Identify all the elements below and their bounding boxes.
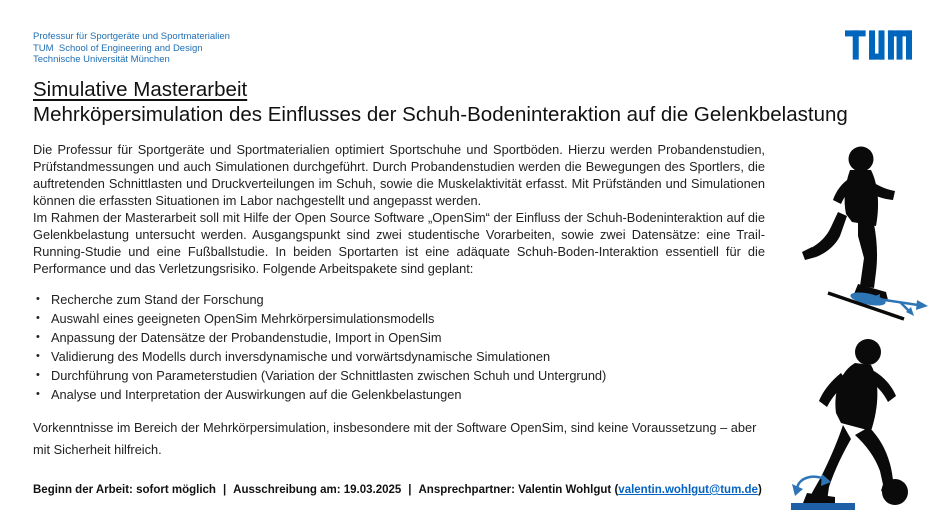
runner-head <box>849 147 874 172</box>
list-item-label: Anpassung der Datensätze der Probandenstudie, Import in OpenSim <box>51 330 442 345</box>
paren-close: ) <box>757 484 762 496</box>
main-text-column <box>33 141 765 461</box>
runner-back-leg <box>811 212 847 257</box>
paragraph-chair-intro: Die Professur für Sportgeräte und Sportmaterialien optimiert Sportschuhe und Sportböden. Hierzu werden Probandenstudien, Prüfstandmessungen und auch Simulationen durchgeführt. Durch Probandenstudien werden die Bewegungen des Sportlers, die auftretenden Schnittlasten und Druckverteilungen im Schuh, sowie die Muskelaktivität erfasst. Mit Prüfständen und Simulationen können die erfassten Situationen im Labor nachgestellt und angepasst werden. <box>33 142 765 208</box>
list-item <box>33 347 765 366</box>
list-item <box>33 385 765 404</box>
footer-separator: | <box>408 484 412 496</box>
soccer-trailing-leg <box>855 427 894 489</box>
title-block <box>33 78 936 127</box>
footer-separator: | <box>222 484 227 496</box>
bullet-icon: • <box>36 312 40 324</box>
runner-front-leg <box>858 220 877 288</box>
soccer-head <box>855 339 881 365</box>
footer-begin: Beginn der Arbeit: sofort möglich <box>33 484 216 496</box>
bullet-icon: • <box>36 331 40 343</box>
list-item <box>33 309 765 328</box>
list-item-label: Recherche zum Stand der Forschung <box>51 292 264 307</box>
runner-figure <box>800 142 935 327</box>
page-title: Simulative Masterarbeit <box>33 78 248 101</box>
institute-line-school: TUM School of Engineering and Design <box>33 42 203 54</box>
list-item-label: Auswahl eines geeigneten OpenSim Mehrkörpersimulationsmodells <box>51 311 435 326</box>
bullet-icon: • <box>36 293 40 305</box>
institute-header <box>33 31 230 66</box>
force-plate <box>791 503 855 510</box>
institute-line-university: Technische Universität München <box>33 54 170 65</box>
contact-email-link[interactable]: valentin.wohlgut@tum.de <box>618 484 758 496</box>
work-package-list <box>33 290 765 404</box>
list-item-label: Analyse und Interpretation der Auswirkungen auf die Gelenkbelastungen <box>51 387 462 402</box>
list-item-label: Validierung des Modells durch inversdynamische und vorwärtsdynamische Simulationen <box>51 349 551 364</box>
institute-line-chair: Professur für Sportgeräte und Sportmaterialien <box>33 31 230 42</box>
list-item <box>33 328 765 347</box>
footer-announcement: Ausschreibung am: 19.03.2025 <box>233 484 402 496</box>
bullet-icon: • <box>36 350 40 362</box>
ball <box>882 479 908 505</box>
tum-logo-icon <box>845 30 912 60</box>
list-item-label: Durchführung von Parameterstudien (Variation der Schnittlasten zwischen Schuh und Untergrund) <box>51 368 607 383</box>
bullet-icon: • <box>36 369 40 381</box>
soccer-planted-leg <box>809 425 851 501</box>
paragraph-prerequisites: Vorkenntnisse im Bereich der Mehrkörpersimulation, insbesondere mit der Software OpenSim, sind keine Voraussetzung – aber mit Sicherheit hilfreich. <box>33 420 757 457</box>
soccer-figure <box>781 335 933 527</box>
paragraph-thesis-description: Im Rahmen der Masterarbeit soll mit Hilfe der Open Source Software „OpenSim“ der Einfluss der Schuh-Bodeninteraktion auf die Gelenkbelastung untersucht werden. Ausgangspunkt sind zwei studentische Vorarbeiten, sowie zwei Datensätze: eine Trail-Running-Studie und eine Fußballstudie. In beiden Sportarten ist eine adäquate Schuh-Boden-Interaktion essentiell für die Performance und das Verletzungsrisiko. Folgende Arbeitspakete sind geplant: <box>33 210 765 276</box>
list-item <box>33 366 765 385</box>
list-item <box>33 290 765 309</box>
paren-open: ( <box>614 484 619 496</box>
bullet-icon: • <box>36 388 40 400</box>
page-subtitle: Mehrköpersimulation des Einflusses der Schuh-Bodeninteraktion auf die Gelenkbelastung <box>33 103 848 126</box>
soccer-torso <box>835 363 877 431</box>
footer-contact: Ansprechpartner: Valentin Wohlgut <box>418 484 612 496</box>
